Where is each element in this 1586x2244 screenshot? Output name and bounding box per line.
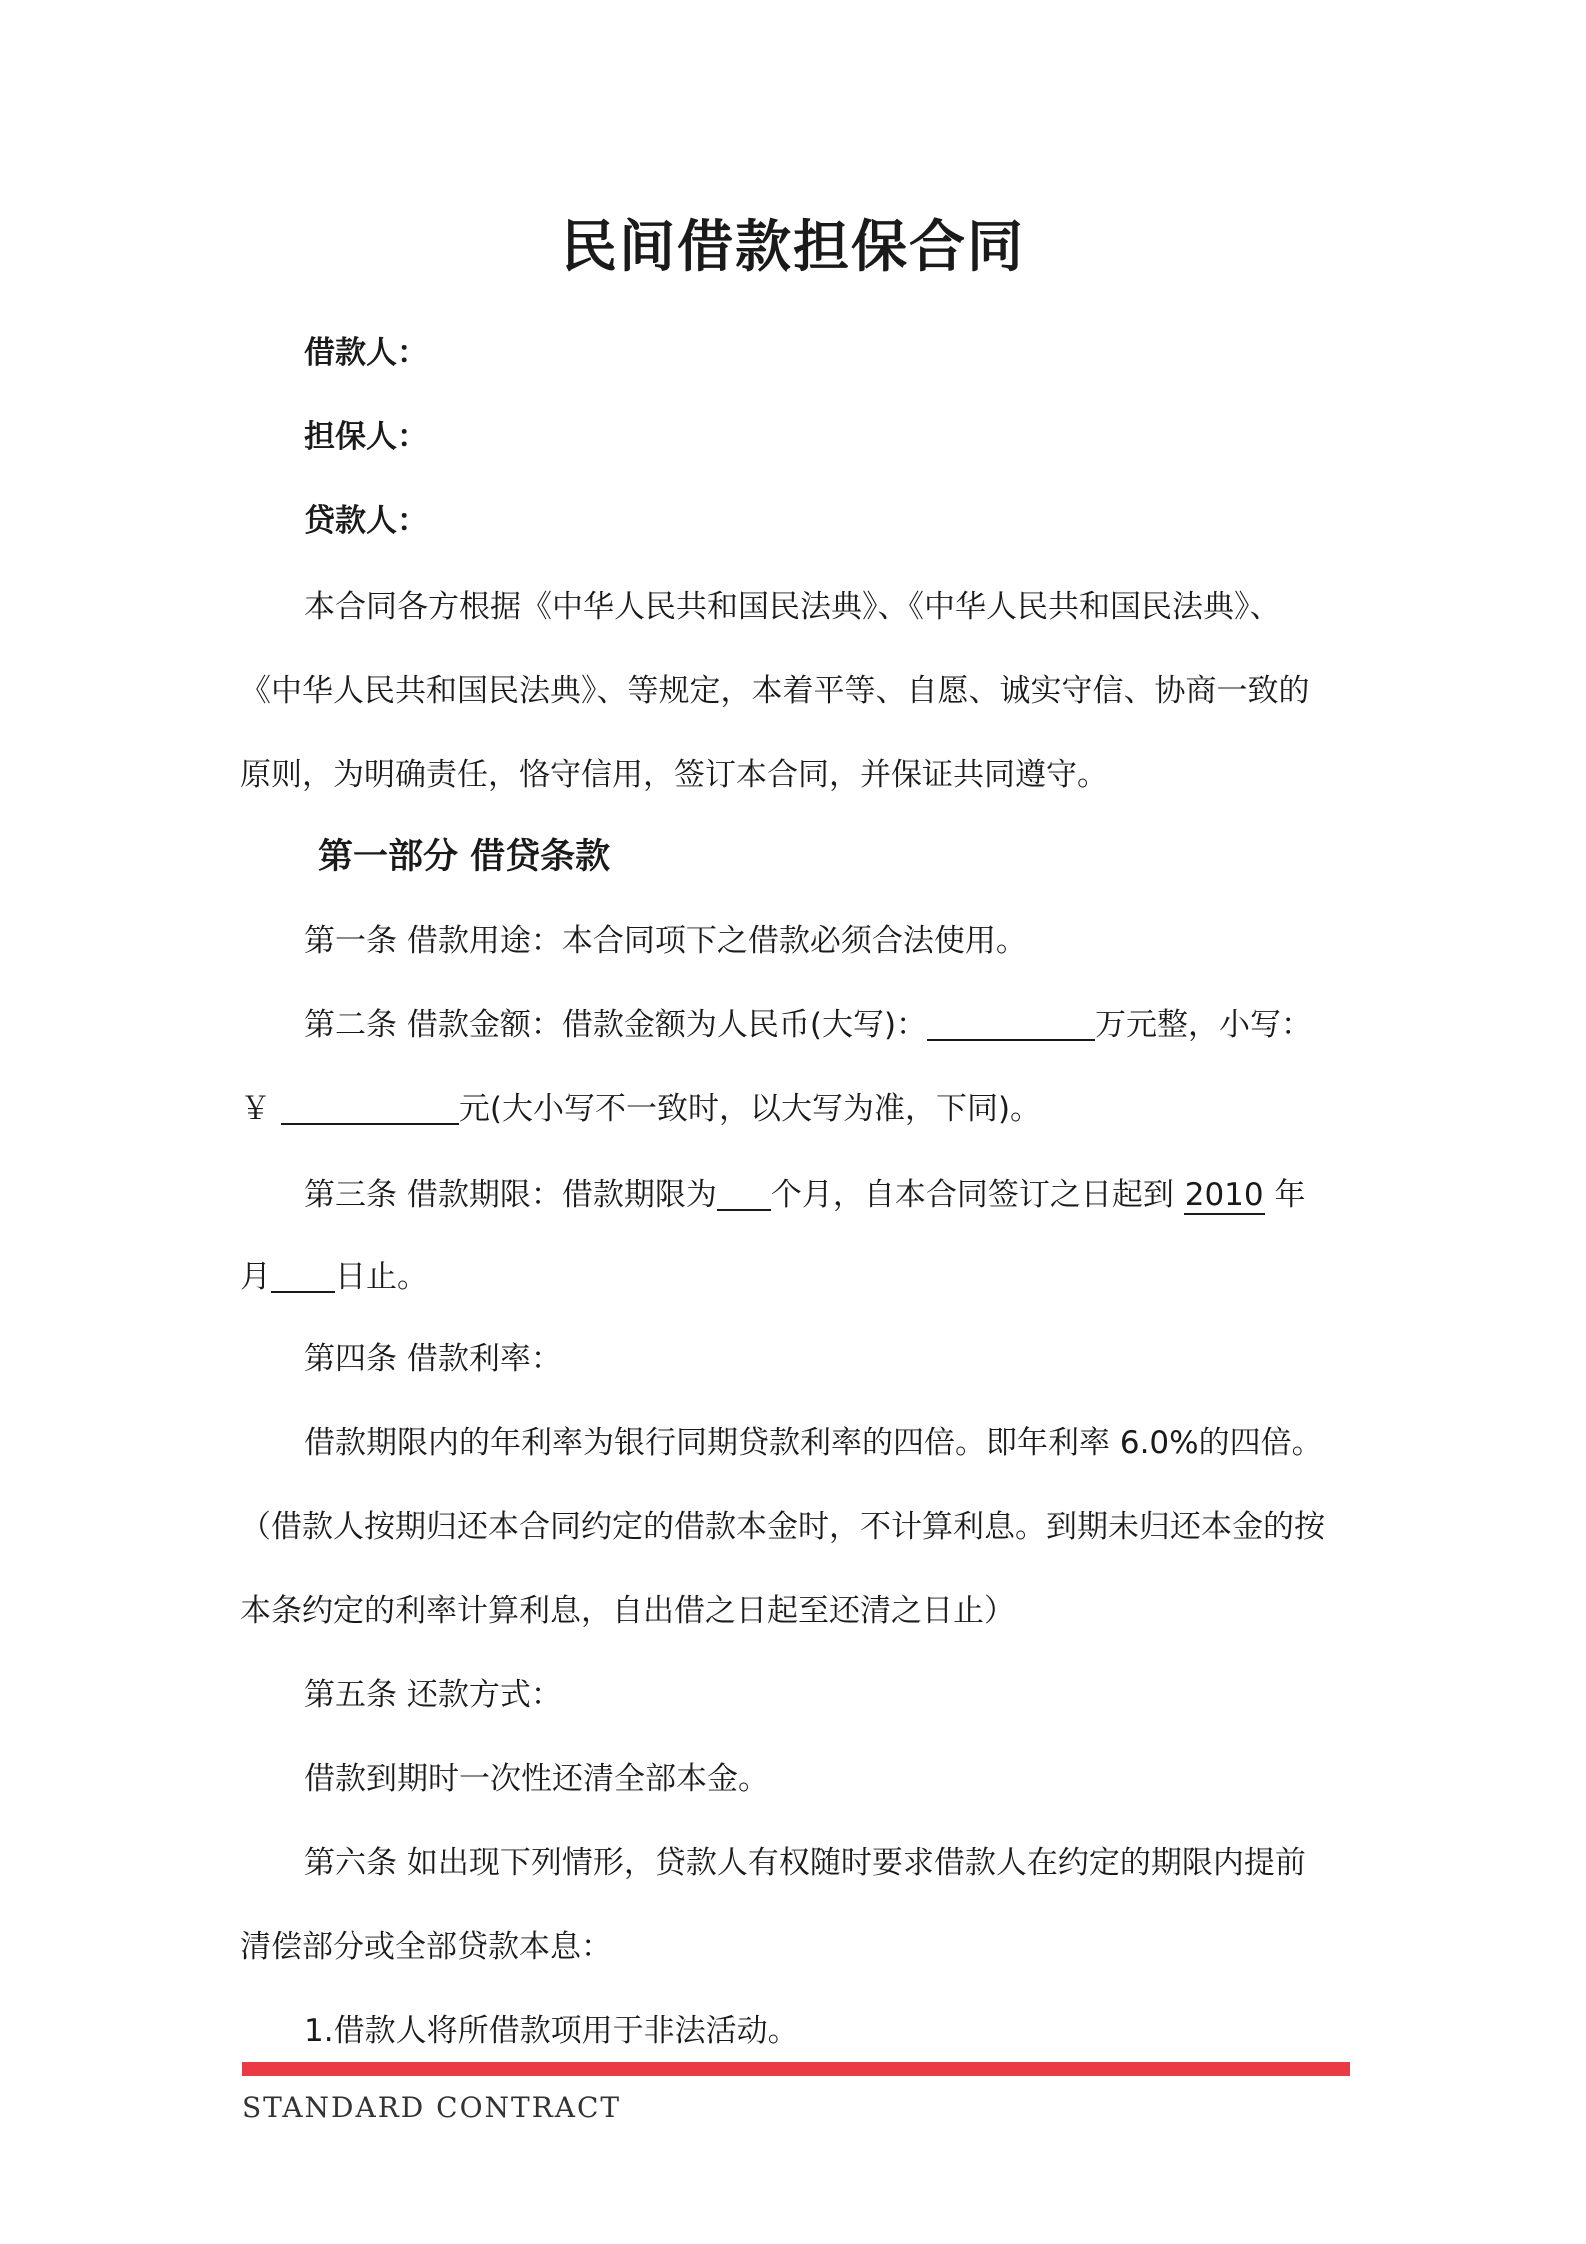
article-5 xyxy=(304,1670,1414,1720)
article-1-label: 第一条 xyxy=(304,923,397,959)
article-3-label: 第三条 xyxy=(304,1177,397,1213)
article-5-text: 还款方式： xyxy=(397,1677,562,1713)
months-blank xyxy=(717,1175,771,1211)
article-2 xyxy=(304,1000,1414,1050)
article-6-line-1: 第六条 如出现下列情形，贷款人有权随时要求借款人在约定的期限内提前 xyxy=(304,1845,1306,1881)
article-1 xyxy=(304,916,1414,966)
amount-words-blank xyxy=(927,1005,1095,1041)
article-2-text-b: 万元整，小写： xyxy=(1095,1007,1313,1043)
article-2-cont xyxy=(240,1084,1350,1134)
article-4-line-2: （借款人按期归还本合同约定的借款本金时，不计算利息。到期未归还本金的按 xyxy=(240,1509,1325,1545)
currency-sign: ￥ xyxy=(240,1091,271,1127)
article-2-text-a: 借款金额：借款金额为人民币(大写)： xyxy=(397,1007,928,1043)
article-5-line: 借款到期时一次性还清全部本金。 xyxy=(304,1761,769,1797)
lender-label: 贷款人： xyxy=(304,503,428,539)
article-3-text-b: 个月，自本合同签订之日起到 xyxy=(770,1177,1174,1213)
preamble-line-2: 《中华人民共和国民法典》、等规定，本着平等、自愿、诚实守信、协商一致的 xyxy=(240,673,1310,709)
article-3 xyxy=(304,1170,1414,1220)
preamble-line-3: 原则，为明确责任，恪守信用，签订本合同，并保证共同遵守。 xyxy=(240,757,1108,793)
footer-text: STANDARD CONTRACT xyxy=(242,2091,622,2124)
amount-figure-blank xyxy=(281,1089,459,1125)
article-3-text-d: 月 xyxy=(240,1259,271,1295)
article-3-cont xyxy=(240,1252,1350,1302)
preamble-line-1: 本合同各方根据《中华人民共和国民法典》、《中华人民共和国民法典》、 xyxy=(304,589,1281,625)
end-year: 2010 xyxy=(1184,1177,1264,1213)
article-4-line-1: 借款期限内的年利率为银行同期贷款利率的四倍。即年利率 6.0%的四倍。 xyxy=(304,1425,1323,1461)
article-1-text: 借款用途：本合同项下之借款必须合法使用。 xyxy=(397,923,1027,959)
article-6-item-1: 1.借款人将所借款项用于非法活动。 xyxy=(304,2013,799,2049)
article-4 xyxy=(304,1334,1414,1384)
footer-accent-bar xyxy=(242,2062,1350,2076)
article-3-text-c: 年 xyxy=(1274,1177,1306,1213)
article-3-text-a: 借款期限：借款期限为 xyxy=(397,1177,717,1213)
article-3-text-e: 日止。 xyxy=(335,1259,428,1295)
guarantor-label: 担保人： xyxy=(304,419,428,455)
document-title: 民间借款担保合同 xyxy=(561,215,1025,280)
article-5-label: 第五条 xyxy=(304,1677,397,1713)
end-day-blank xyxy=(271,1257,335,1293)
article-4-label: 第四条 xyxy=(304,1341,397,1377)
article-6-line-2: 清偿部分或全部贷款本息： xyxy=(240,1929,612,1965)
article-4-text: 借款利率： xyxy=(397,1341,562,1377)
article-4-line-3: 本条约定的利率计算利息，自出借之日起至还清之日止） xyxy=(240,1593,1015,1629)
section-title: 第一部分 借贷条款 xyxy=(318,837,611,877)
borrower-label: 借款人： xyxy=(304,335,428,371)
article-2-label: 第二条 xyxy=(304,1007,397,1043)
article-2-text-c: 元(大小写不一致时，以大写为准，下同)。 xyxy=(458,1091,1042,1127)
